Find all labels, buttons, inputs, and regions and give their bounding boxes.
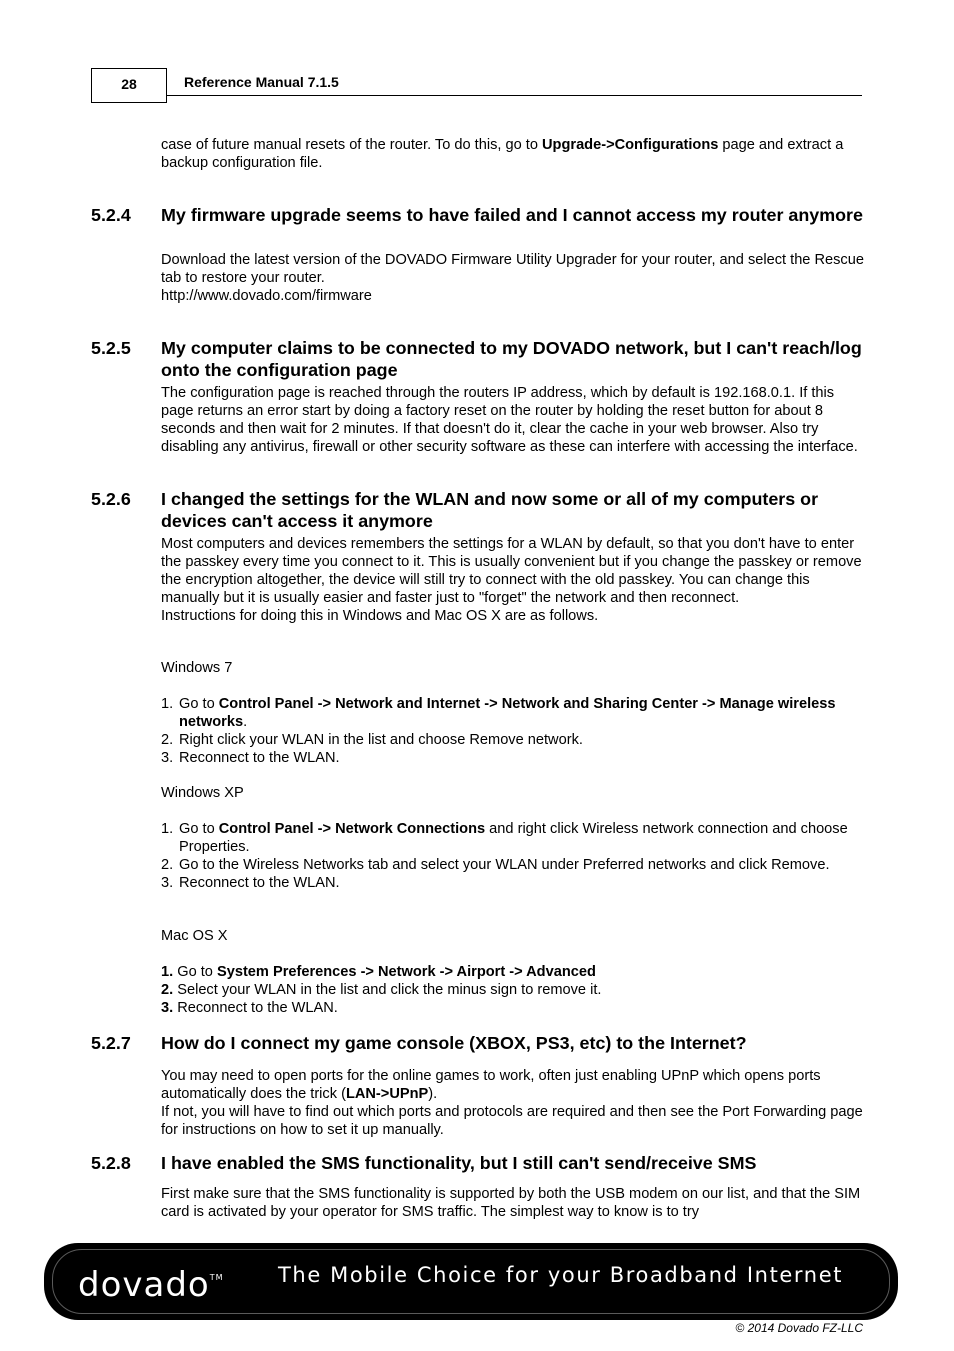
section-heading-5-2-6 [91,488,866,532]
step-number: 3. [161,874,174,891]
header-divider [167,95,862,96]
list-item [161,732,866,750]
section-number: 5.2.7 [91,1033,131,1053]
list-item [161,982,866,1000]
step-text: Reconnect to the WLAN. [179,749,340,766]
section-body-5-2-5: The configuration page is reached through the routers IP address, which by default is 192.168.0.1. If this page returns an error start by doing a factory reset on the router by holding the reset button for about 8 seconds and then wait for 2 minutes. If that doesn't do it, clear the cache in your web browser. Also try disabling any antivirus, firewall or other security software as these can interfere with accessing the interface. [161,385,858,455]
menu-path: System Preferences -> Network -> Airport -> Advanced [216,964,596,980]
section-number: 5.2.8 [91,1153,131,1173]
step-text: Right click your WLAN in the list and choose Remove network. [179,731,583,748]
menu-path: Control Panel -> Network and Internet -> Network and Sharing Center -> Manage wireless networks [179,696,836,730]
step-text: Reconnect to the WLAN. [173,999,338,1016]
page-number: 28 [91,68,167,103]
list-item [161,1000,866,1018]
section-title: How do I connect my game console (XBOX, PS3, etc) to the Internet? [161,1033,747,1053]
intro-text-end: page and extract a backup configuration file. [161,137,844,171]
section-number: 5.2.4 [91,205,131,225]
step-text: Select your WLAN in the list and click the minus sign to remove it. [173,981,602,998]
section-title: My firmware upgrade seems to have failed and I cannot access my router anymore [161,205,863,225]
windows-7-steps [161,696,866,768]
section-body-5-2-7 [161,1068,866,1140]
windows-xp-steps [161,821,866,893]
section-title: I have enabled the SMS functionality, but I still can't send/receive SMS [161,1153,757,1173]
list-item [161,875,866,893]
intro-text: case of future manual resets of the router. To do this, go to [161,137,543,153]
menu-path: Control Panel -> Network Connections [218,821,486,837]
menu-path: LAN->UPnP [345,1085,429,1102]
section-heading-5-2-8 [91,1152,866,1174]
section-heading-5-2-7 [91,1032,866,1054]
body-text: If not, you will have to find out which ports and protocols are required and then see the Port Forwarding page for instructions on how to set it up manually. [161,1103,863,1138]
windows-xp-label: Windows XP [161,785,244,801]
body-text-end: ). [428,1085,438,1102]
section-body-5-2-8: First make sure that the SMS functionality is supported by both the USB modem on our list, and that the SIM card is activated by your operator for SMS traffic. The simplest way to know is to try [161,1186,861,1220]
instructions-text: Instructions for doing this in Windows and Mac OS X are as follows. [161,607,599,624]
section-number: 5.2.6 [91,489,131,509]
step-text: and right click Wireless network connection and choose Properties. [179,821,848,855]
intro-menu-path: Upgrade->Configurations [542,137,719,153]
list-item [161,696,866,732]
windows-7-label: Windows 7 [161,660,233,676]
step-number: 2. [161,981,174,998]
trademark-mark: TM [209,1273,224,1282]
step-number: 1. [161,696,174,712]
step-text: Go to [179,696,219,712]
step-text: Go to [173,964,217,980]
footer-banner [44,1243,898,1320]
section-heading-5-2-5 [91,337,866,381]
section-body-5-2-6 [161,536,866,626]
step-number: 2. [161,731,174,748]
step-number: 3. [161,749,174,766]
document-title: Reference Manual 7.1.5 [184,74,339,90]
section-number: 5.2.5 [91,338,131,358]
step-number: 3. [161,999,174,1016]
mac-os-x-steps [161,964,866,1018]
copyright-notice: © 2014 Dovado FZ-LLC [735,1321,863,1335]
body-text: Download the latest version of the DOVADO Firmware Utility Upgrader for your router, and select the Rescue tab to restore your router. [161,252,864,286]
step-text: Reconnect to the WLAN. [179,874,340,891]
step-text: . [243,713,248,730]
list-item [161,857,866,875]
step-text: Go to the Wireless Networks tab and select your WLAN under Preferred networks and click Remove. [179,856,830,873]
body-text-start: You may need to open ports for the online games to work, often just enabling UPnP which opens ports automatically does the trick ( [161,1068,821,1102]
list-item [161,750,866,768]
footer-tagline: The Mobile Choice for your Broadband Internet [278,1263,844,1287]
body-text: Most computers and devices remembers the settings for a WLAN by default, so that you don't have to enter the passkey every time you connect to it. This is usually convenient but if you change the passkey or remove the encryption altogether, the device will still try to connect with the old passkey. You can change this manually but it is usually easier and faster just to "forget" the network and then reconnect. [161,536,862,606]
intro-paragraph [161,137,866,173]
mac-os-x-label: Mac OS X [161,928,228,944]
firmware-link[interactable]: http://www.dovado.com/firmware [161,287,372,304]
section-heading-5-2-4 [91,204,866,226]
list-item [161,964,866,982]
section-body-5-2-4 [161,252,866,306]
list-item [161,821,866,857]
section-title: My computer claims to be connected to my DOVADO network, but I can't reach/log onto the configuration page [161,338,862,380]
step-text: Go to [179,821,219,837]
dovado-logo [78,1265,224,1305]
step-number: 1. [161,964,174,980]
body-text [161,1068,866,1104]
logo-text: dovado [78,1265,210,1305]
section-title: I changed the settings for the WLAN and now some or all of my computers or devices can't access it anymore [161,489,819,531]
step-number: 2. [161,856,174,873]
step-number: 1. [161,821,174,837]
